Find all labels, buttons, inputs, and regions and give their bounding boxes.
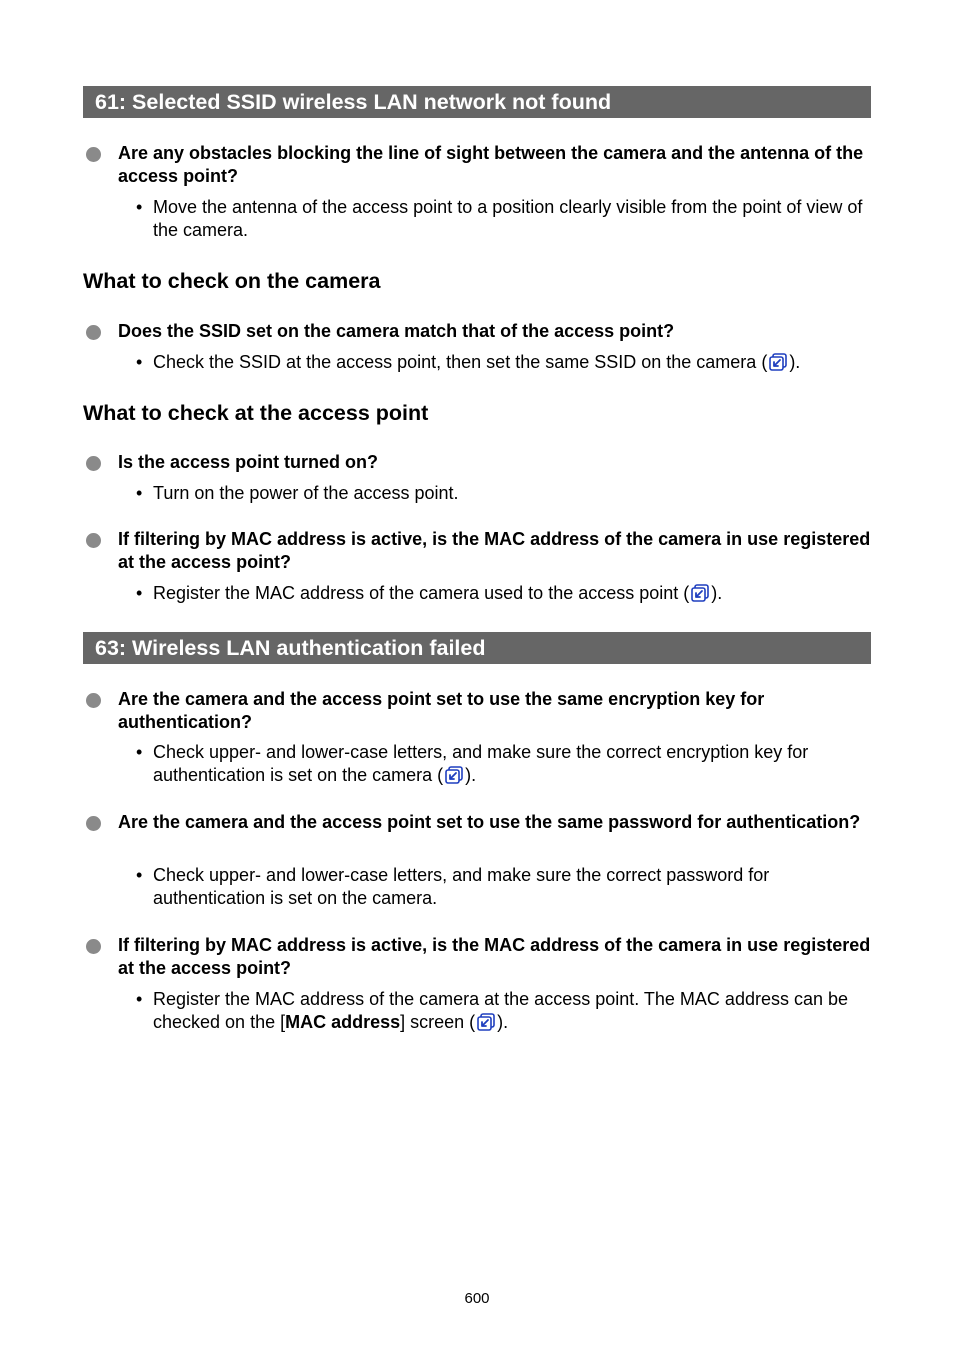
answer-bold-term: MAC address bbox=[285, 1012, 401, 1032]
answer-text-part: Register the MAC address of the camera used to the access point ( bbox=[153, 583, 690, 603]
answer-text bbox=[153, 741, 876, 787]
section-title: 63: Wireless LAN authentication failed bbox=[95, 636, 486, 660]
page-number: 600 bbox=[464, 1290, 490, 1307]
question-item bbox=[83, 688, 871, 734]
bullet: • bbox=[136, 483, 143, 503]
bullet-dot-icon bbox=[86, 325, 101, 340]
page-reference-icon[interactable] bbox=[444, 766, 464, 785]
bullet: • bbox=[136, 989, 143, 1009]
answer-text-part: Check upper- and lower-case letters, and make sure the correct encryption key for authentication is set on the camera ( bbox=[153, 742, 809, 785]
answer-item bbox=[136, 864, 876, 910]
answer-item bbox=[136, 741, 876, 787]
page-reference-icon[interactable] bbox=[768, 353, 788, 372]
question-item bbox=[83, 811, 871, 834]
question-item bbox=[83, 320, 871, 343]
question-item bbox=[83, 934, 871, 980]
subheading-access-point: What to check at the access point bbox=[83, 401, 429, 425]
answer-item bbox=[136, 482, 876, 505]
bullet: • bbox=[136, 197, 143, 217]
bullet-dot-icon bbox=[86, 693, 101, 708]
page-reference-icon[interactable] bbox=[690, 584, 710, 603]
bullet: • bbox=[136, 865, 143, 885]
bullet-dot-icon bbox=[86, 533, 101, 548]
question-text: Are the camera and the access point set to use the same encryption key for authentication? bbox=[118, 689, 765, 732]
answer-text-part: Register the MAC address of the camera at the access point. The MAC address can be checked on the [ bbox=[153, 989, 849, 1032]
answer-text: Turn on the power of the access point. bbox=[153, 483, 459, 503]
question-text: Is the access point turned on? bbox=[118, 452, 379, 472]
section-header-63 bbox=[83, 632, 871, 664]
answer-text: Check upper- and lower-case letters, and make sure the correct password for authentication is set on the camera. bbox=[153, 865, 770, 908]
answer-item bbox=[136, 988, 876, 1034]
answer-text-part: ). bbox=[711, 583, 723, 603]
answer-text-part: ). bbox=[789, 352, 801, 372]
bullet: • bbox=[136, 742, 143, 762]
answer-text-part: ] screen ( bbox=[400, 1012, 476, 1032]
question-text: If filtering by MAC address is active, is the MAC address of the camera in use registered at the access point? bbox=[118, 529, 871, 572]
answer-item bbox=[136, 582, 876, 605]
question-text: Are any obstacles blocking the line of sight between the camera and the antenna of the access point? bbox=[118, 143, 864, 186]
page-reference-icon[interactable] bbox=[476, 1013, 496, 1032]
answer-text-part: ). bbox=[497, 1012, 509, 1032]
answer-item bbox=[136, 351, 876, 374]
bullet: • bbox=[136, 583, 143, 603]
section-header-61 bbox=[83, 86, 871, 118]
question-text: Are the camera and the access point set to use the same password for authentication? bbox=[118, 812, 861, 832]
question-item bbox=[83, 451, 871, 474]
answer-text bbox=[153, 988, 876, 1034]
bullet-dot-icon bbox=[86, 456, 101, 471]
subheading-camera: What to check on the camera bbox=[83, 269, 381, 293]
question-item bbox=[83, 142, 871, 188]
question-item bbox=[83, 528, 871, 574]
bullet-dot-icon bbox=[86, 147, 101, 162]
question-text: Does the SSID set on the camera match that of the access point? bbox=[118, 321, 675, 341]
answer-text bbox=[153, 582, 876, 605]
answer-item bbox=[136, 196, 876, 242]
bullet: • bbox=[136, 352, 143, 372]
section-title: 61: Selected SSID wireless LAN network not found bbox=[95, 90, 612, 114]
answer-text-part: ). bbox=[465, 765, 477, 785]
question-text: If filtering by MAC address is active, is the MAC address of the camera in use registered at the access point? bbox=[118, 935, 871, 978]
answer-text bbox=[153, 351, 876, 374]
bullet-dot-icon bbox=[86, 816, 101, 831]
answer-text: Move the antenna of the access point to a position clearly visible from the point of view of the camera. bbox=[153, 197, 863, 240]
bullet-dot-icon bbox=[86, 939, 101, 954]
answer-text-part: Check the SSID at the access point, then set the same SSID on the camera ( bbox=[153, 352, 768, 372]
